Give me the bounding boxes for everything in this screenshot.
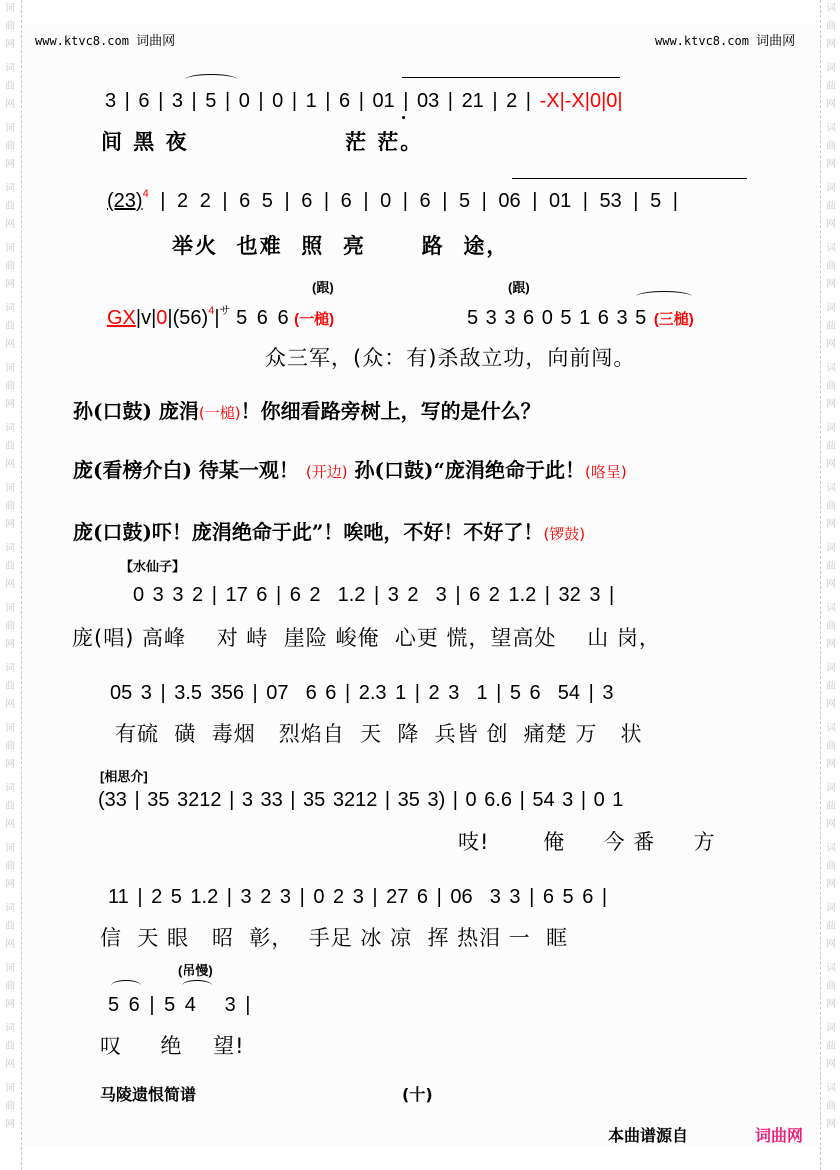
watermark-char: 网 — [826, 159, 836, 170]
notation-row-4: 0 3 3 2 | 17 6 | 6 2 1.2 | 3 2 3 | 6 2 1.2 | 32 3 | — [133, 584, 615, 606]
lyrics-row-6: 吱! 俺 今 番 方 — [458, 830, 716, 854]
watermark-char: 网 — [826, 579, 836, 590]
watermark-char: 词 — [826, 183, 836, 194]
watermark-char: 词 — [5, 3, 15, 14]
watermark-char: 曲 — [826, 261, 836, 272]
watermark-char: 曲 — [826, 21, 836, 32]
watermark-char: 网 — [5, 759, 15, 770]
notation-row-1: 3 | 6 | 3 | 5 | 0 | 0 | 1 | 6 | 01 | 03 | 21 | 2 | -X|-X|0|0| — [105, 90, 623, 112]
site-url: www.ktvc8.com — [35, 34, 129, 48]
watermark-char: 网 — [826, 699, 836, 710]
watermark-char: 词 — [5, 183, 15, 194]
watermark-char: 曲 — [5, 501, 15, 512]
watermark-char: 词 — [826, 303, 836, 314]
watermark-char: 词 — [826, 963, 836, 974]
watermark-char: 网 — [5, 339, 15, 350]
watermark-char: 词 — [5, 603, 15, 614]
slur — [182, 980, 212, 991]
watermark-char: 网 — [826, 279, 836, 290]
site-name: 词曲网 — [756, 34, 796, 49]
watermark-char: 网 — [826, 399, 836, 410]
red-notation: -X|-X|0|0| — [539, 90, 623, 112]
watermark-char: 词 — [826, 243, 836, 254]
watermark-char: 词 — [5, 483, 15, 494]
lyrics-row-4: 庞(唱) 高峰 对 峙 崖险 峻俺 心更 慌，望高处 山 岗， — [72, 626, 661, 650]
watermark-char: 曲 — [5, 1041, 15, 1052]
watermark-char: 网 — [5, 219, 15, 230]
site-name: 词曲网 — [136, 34, 176, 49]
watermark-char: 网 — [826, 1119, 836, 1130]
watermark-char: 曲 — [5, 561, 15, 572]
watermark-char: 曲 — [826, 141, 836, 152]
watermark-char: 词 — [5, 423, 15, 434]
watermark-char: 词 — [826, 483, 836, 494]
dialog-line-2: 庞(看榜介白) 待某一观！ (开边) 孙(口鼓)“庞涓绝命于此！(咯呈) — [73, 458, 627, 482]
header-left — [35, 30, 175, 49]
watermark-char: 曲 — [5, 861, 15, 872]
watermark-char: 词 — [826, 603, 836, 614]
watermark-char: 词 — [826, 363, 836, 374]
lyrics-row-2: 举火 也难 照 亮 路 途， — [172, 233, 510, 258]
watermark-char: 曲 — [5, 21, 15, 32]
watermark-char: 网 — [826, 639, 836, 650]
lyrics-row-1a: 间 黑 夜 — [101, 129, 189, 154]
source-label: 本曲谱源自 — [608, 1126, 689, 1145]
dialog-line-1: 孙(口鼓) 庞涓(一槌)！你细看路旁树上，写的是什么？ — [73, 399, 541, 423]
annotation-gen-2: (跟) — [508, 280, 530, 295]
watermark-char: 曲 — [826, 201, 836, 212]
watermark-char: 词 — [5, 903, 15, 914]
watermark-char: 网 — [826, 999, 836, 1010]
watermark-char: 网 — [5, 939, 15, 950]
score-title: 马陵遗恨简谱 — [100, 1085, 197, 1104]
slur — [636, 291, 692, 302]
lyrics-row-1b: 茫 茫。 — [345, 129, 424, 154]
watermark-char: 词 — [826, 63, 836, 74]
source-link[interactable]: 词曲网 — [755, 1126, 804, 1145]
watermark-char: 网 — [826, 939, 836, 950]
watermark-char: 网 — [826, 519, 836, 530]
watermark-char: 网 — [5, 639, 15, 650]
watermark-char: 曲 — [826, 921, 836, 932]
watermark-char: 曲 — [5, 681, 15, 692]
annotation-tempo: (吊慢) — [178, 963, 213, 978]
percussion-label: (三槌) — [653, 311, 694, 328]
watermark-char: 词 — [826, 903, 836, 914]
tune-label: 【水仙子】 — [120, 559, 186, 574]
percussion-label: (一槌) — [294, 311, 335, 328]
watermark-char: 词 — [5, 243, 15, 254]
watermark-char: 曲 — [826, 621, 836, 632]
watermark-char: 词 — [5, 543, 15, 554]
watermark-char: 网 — [5, 999, 15, 1010]
watermark-char: 词 — [5, 303, 15, 314]
dialog-line-3: 庞(口鼓)吓！庞涓绝命于此”！唉吔，不好！不好了！(锣鼓) — [73, 520, 586, 544]
watermark-char: 网 — [826, 459, 836, 470]
watermark-char: 词 — [5, 63, 15, 74]
watermark-char: 曲 — [5, 741, 15, 752]
watermark-char: 曲 — [826, 561, 836, 572]
watermark-char: 网 — [826, 879, 836, 890]
watermark-char: 词 — [5, 1023, 15, 1034]
lyrics-row-8: 叹 绝 望! — [100, 1034, 245, 1058]
watermark-char: 网 — [5, 1119, 15, 1130]
watermark-char: 曲 — [826, 1041, 836, 1052]
annotation-gen-1: (跟) — [312, 280, 334, 295]
watermark-char: 词 — [826, 123, 836, 134]
watermark-char: 词 — [826, 1023, 836, 1034]
watermark-char: 曲 — [5, 1101, 15, 1112]
watermark-char: 曲 — [826, 981, 836, 992]
watermark-char: 曲 — [5, 621, 15, 632]
watermark-char: 网 — [826, 339, 836, 350]
watermark-char: 网 — [5, 279, 15, 290]
watermark-char: 曲 — [826, 1101, 836, 1112]
watermark-char: 网 — [5, 1059, 15, 1070]
watermark-char: 网 — [826, 219, 836, 230]
watermark-char: 网 — [5, 399, 15, 410]
watermark-char: 曲 — [5, 981, 15, 992]
watermark-char: 网 — [826, 1059, 836, 1070]
watermark-char: 曲 — [5, 441, 15, 452]
watermark-char: 网 — [5, 519, 15, 530]
watermark-char: 曲 — [5, 801, 15, 812]
watermark-char: 词 — [826, 1083, 836, 1094]
watermark-char: 曲 — [826, 441, 836, 452]
left-watermark — [1, 0, 19, 1140]
watermark-char: 词 — [5, 123, 15, 134]
lyrics-row-3: 众三军，(众：有)杀敌立功，向前闯。 — [265, 346, 636, 370]
watermark-char: 曲 — [5, 261, 15, 272]
watermark-char: 曲 — [5, 201, 15, 212]
watermark-char: 词 — [5, 363, 15, 374]
page-number: (十) — [402, 1085, 433, 1104]
watermark-char: 词 — [5, 843, 15, 854]
watermark-char: 词 — [5, 723, 15, 734]
phrase-bracket — [402, 77, 620, 84]
lyrics-row-5: 有硫 磺 毒烟 烈焰自 天 降 兵皆 创 痛楚 万 状 — [115, 722, 643, 746]
watermark-char: 词 — [826, 723, 836, 734]
right-margin-line — [820, 0, 821, 1170]
watermark-char: 曲 — [826, 681, 836, 692]
watermark-char: 曲 — [826, 741, 836, 752]
watermark-char: 曲 — [5, 381, 15, 392]
slur — [111, 980, 141, 991]
watermark-char: 曲 — [5, 141, 15, 152]
watermark-char: 网 — [5, 459, 15, 470]
watermark-char: 曲 — [826, 801, 836, 812]
phrase-bracket — [512, 178, 747, 185]
watermark-char: 词 — [826, 843, 836, 854]
right-watermark — [822, 0, 840, 1140]
watermark-char: 网 — [5, 39, 15, 50]
notation-row-5: 05 3 | 3.5 356 | 07 6 6 | 2.3 1 | 2 3 1 | 5 6 54 | 3 — [110, 682, 614, 704]
watermark-char: 词 — [5, 783, 15, 794]
low-octave-dot — [402, 116, 405, 119]
watermark-char: 曲 — [826, 501, 836, 512]
watermark-char: 曲 — [5, 921, 15, 932]
left-margin-line — [21, 0, 22, 1170]
watermark-char: 网 — [5, 99, 15, 110]
notation-row-8: 5 6 | 5 4 3 | — [108, 994, 251, 1016]
watermark-char: 网 — [826, 819, 836, 830]
watermark-char: 曲 — [826, 381, 836, 392]
watermark-char: 词 — [826, 663, 836, 674]
header-right — [655, 30, 795, 49]
watermark-char: 网 — [5, 579, 15, 590]
watermark-char: 网 — [5, 819, 15, 830]
watermark-char: 词 — [826, 543, 836, 554]
site-url: www.ktvc8.com — [655, 34, 749, 48]
watermark-char: 词 — [826, 423, 836, 434]
watermark-char: 网 — [826, 39, 836, 50]
watermark-char: 曲 — [826, 861, 836, 872]
watermark-char: 网 — [5, 879, 15, 890]
notation-row-2: $(23)^4$ | 2 2 | 6 5 | 6 | 6 | 0 | 6 | 5 | 06 | 01 | 53 | 5 | — [107, 188, 678, 212]
watermark-char: 网 — [5, 699, 15, 710]
lyrics-row-7: 信 天 眼 昭 彰， 手足 冰 凉 挥 热泪 一 眶 — [100, 926, 569, 950]
watermark-char: 网 — [826, 99, 836, 110]
watermark-char: 词 — [826, 783, 836, 794]
notation-row-3: $GX|v|0|(56)^4|^サ$ 5 6 6 (一槌) — [107, 305, 335, 329]
slur — [185, 74, 237, 85]
watermark-char: 词 — [5, 663, 15, 674]
watermark-char: 网 — [826, 759, 836, 770]
watermark-char: 网 — [5, 159, 15, 170]
notation-row-6: (33 | 35 3212 | 3 33 | 35 3212 | 35 3) | 0 6.6 | 54 3 | 0 1 — [98, 789, 624, 811]
watermark-char: 曲 — [5, 81, 15, 92]
watermark-char: 词 — [5, 963, 15, 974]
interlude-label: [相思介] — [100, 769, 148, 784]
watermark-char: 曲 — [5, 321, 15, 332]
watermark-char: 词 — [5, 1083, 15, 1094]
watermark-char: 曲 — [826, 321, 836, 332]
watermark-char: 词 — [826, 3, 836, 14]
notation-row-7: 11 | 2 5 1.2 | 3 2 3 | 0 2 3 | 27 6 | 06 3 3 | 6 5 6 | — [108, 886, 608, 908]
watermark-char: 曲 — [826, 81, 836, 92]
notation-row-3b: 5 3 3 6 0 5 1 6 3 5 (三槌) — [467, 307, 694, 329]
